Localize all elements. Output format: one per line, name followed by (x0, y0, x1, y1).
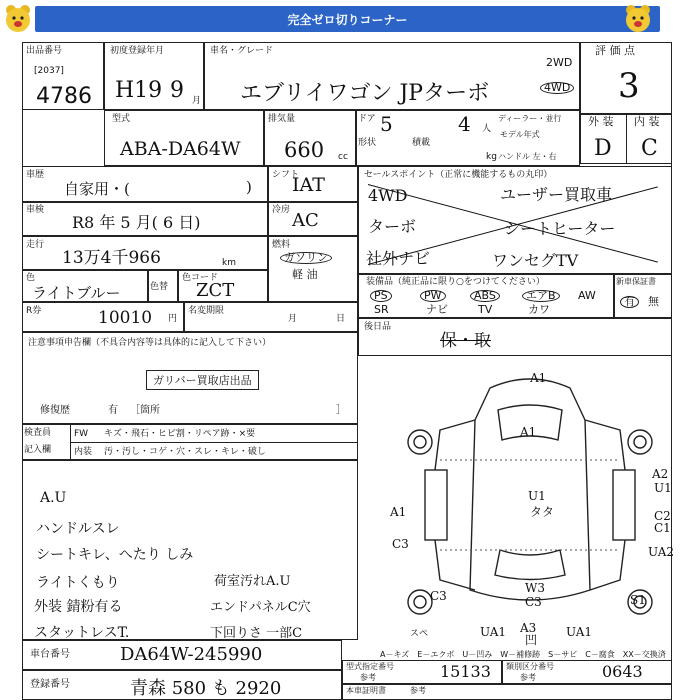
interior-label: 内 装 (634, 115, 660, 128)
category-sub: 参考 (520, 673, 536, 682)
tax-label: R券 (26, 306, 42, 316)
remark-line: ハンドルスレ (36, 521, 120, 537)
history-cell (22, 166, 268, 202)
damage-mark: A1 (520, 425, 537, 439)
interior-value: C (641, 136, 658, 161)
repair-close: ］ (336, 405, 346, 416)
seats-value: 4 (458, 112, 471, 136)
first-reg-era: H19 (115, 78, 163, 103)
inspector-label-2: 記入欄 (24, 445, 52, 455)
sales-point-item: 社外ナビ (366, 249, 431, 268)
model-cert-value: 15133 (440, 662, 491, 681)
inspection-value: R8 年 5 月( 6 日) (72, 213, 201, 232)
damage-mark: A1 (530, 371, 547, 385)
inspection-label: 車検 (26, 205, 45, 215)
color-code-value: ZCT (196, 280, 235, 301)
displacement-unit: cc (338, 152, 348, 162)
interior-check-label: 内装 (74, 447, 93, 457)
shift-value: IAT (292, 174, 325, 196)
shift-label: シフト (272, 170, 300, 180)
mileage-label: 走行 (26, 240, 45, 250)
drive-4wd: 4WD (540, 82, 574, 94)
category-label: 類別区分番号 (506, 662, 554, 671)
sales-point-item: ユーザー買取車 (500, 185, 613, 204)
damage-mark: UA2 (648, 545, 675, 559)
damage-mark: 凹 (525, 633, 538, 647)
recycle-sub: 参考 (410, 686, 426, 695)
repair-value: 有 (108, 405, 118, 416)
damage-mark: U1 (528, 489, 546, 503)
damage-mark: C1 (654, 521, 671, 535)
color-code-label: 色コード (182, 273, 219, 283)
damage-mark: UA1 (480, 625, 507, 639)
handle-label: ハンドル 左・右 (498, 152, 557, 161)
sales-point-item: シートヒーター (504, 219, 616, 238)
remark-line: エンドパネルC穴 (210, 600, 311, 615)
fw-items: キズ・飛石・ヒビ割・リペア跡・×要 (104, 429, 256, 439)
category-value: 0643 (602, 662, 643, 681)
damage-mark: C2 (654, 509, 671, 523)
warranty-label: 新車保証書 (616, 277, 656, 286)
equipment-item: AW (578, 289, 596, 302)
fuel-label: 燃料 (272, 240, 291, 250)
equipment-item: SR (374, 303, 389, 316)
doors-label: ドア (358, 114, 376, 124)
seats-unit: 人 (482, 124, 492, 134)
notes-title: 注意事項申告欄（不具合内容等は具体的に記入して下さい） (28, 338, 272, 348)
damage-mark: スペ (410, 629, 429, 639)
repair-place: ［箇所 (130, 405, 160, 416)
damage-mark: A3 (520, 621, 537, 635)
exterior-label: 外 装 (588, 115, 614, 128)
doors-value: 5 (380, 112, 393, 136)
ac-label: 冷房 (272, 205, 291, 215)
sales-point-item: 4WD (368, 186, 408, 205)
remark-line: シートキレ、へたり しみ (36, 547, 194, 563)
tax-unit: 円 (168, 314, 178, 324)
first-reg-month: 9 (170, 78, 184, 103)
history-close: ) (246, 178, 252, 196)
damage-mark: C3 (392, 537, 409, 551)
registration-value: 青森 580 も 2920 (130, 678, 282, 699)
model-name: エブリイワゴン JPターボ (240, 81, 490, 106)
interior-check-items: 汚・汚し・コゲ・穴・スレ・キレ・破し (104, 447, 266, 457)
chassis-label: 車台番号 (30, 649, 70, 660)
rear-seat-label: 後日品 (364, 322, 392, 332)
chassis-value: DA64W-245990 (120, 644, 263, 665)
warranty-yes: 有 (620, 296, 639, 308)
equipment-item: PW (420, 290, 446, 302)
tax-day-unit: 日 (336, 314, 346, 324)
score-value: 3 (618, 66, 640, 106)
inspector-label-1: 検査員 (24, 428, 52, 438)
repair-label: 修復歴 (40, 405, 70, 416)
shape-label: 形状 (358, 138, 377, 148)
equipment-label: 装備品（純正品に限り○をつけてください） (366, 277, 545, 287)
history-value: 自家用・( (64, 180, 130, 198)
model-type-value: ABA-DA64W (120, 138, 241, 160)
remark-line: 外装 錆粉有る (34, 599, 123, 615)
equipment-item: TV (478, 303, 493, 316)
remark-line: 下回りさ 一部C (210, 626, 303, 641)
page-banner: 完全ゼロ切りコーナー (35, 6, 660, 32)
recycle-cell (342, 684, 672, 700)
damage-mark: UA1 (566, 625, 593, 639)
remark-line: A.U (40, 490, 67, 506)
damage-mark: U1 (654, 481, 672, 495)
damage-mark: C3 (430, 589, 447, 603)
color-value: ライトブルー (32, 284, 121, 302)
equipment-item: エアB (522, 290, 560, 302)
warranty-no: 無 (648, 295, 659, 308)
first-reg-label: 初度登録年月 (110, 46, 165, 56)
displacement-value: 660 (284, 138, 325, 162)
capacity-unit: kg (486, 152, 497, 162)
diagram-legend: A－キズ E－エクボ U－凹み W－補修跡 S－サビ C－腐食 XX－交換済 (380, 650, 666, 659)
lot-sub: [2037] (34, 66, 64, 76)
lot-number: 4786 (36, 84, 92, 109)
remark-line: 荷室汚れA.U (214, 574, 291, 589)
damage-mark: S1 (630, 593, 646, 607)
model-year-label: モデル年式 (500, 130, 540, 139)
tax-expiry-label: 名変期限 (188, 306, 225, 316)
rear-seat-value: 保・取 (440, 331, 491, 351)
score-label: 評 価 点 (595, 44, 635, 57)
month-suffix: 月 (192, 96, 202, 106)
equipment-item: ナビ (426, 303, 448, 316)
color-label: 色 (26, 273, 36, 283)
drive-2wd: 2WD (546, 56, 573, 69)
mileage-unit: km (222, 258, 236, 268)
lot-label: 出品番号 (26, 46, 63, 56)
damage-mark: C3 (525, 595, 542, 609)
history-label: 車歴 (26, 170, 45, 180)
equipment-item: ABS (470, 290, 500, 302)
model-name-label: 車名・グレード (210, 46, 274, 56)
equipment-item: PS (370, 290, 392, 302)
sales-points-label: セールスポイント（正常に機能するもの丸印） (364, 170, 553, 180)
damage-mark: A2 (652, 467, 669, 481)
dealer-label: ディーラー・並行 (498, 114, 562, 123)
tax-month-unit: 月 (288, 314, 298, 324)
dealer-stamp: ガリバー買取店出品 (146, 370, 259, 390)
fw-label: FW (74, 429, 89, 439)
color-change-label: 色替 (150, 282, 169, 292)
mascot-bear-left-icon (2, 2, 34, 34)
capacity-label: 積載 (412, 138, 431, 148)
model-cert-label: 型式指定番号 (346, 662, 394, 671)
displacement-label: 排気量 (268, 114, 296, 124)
equipment-item: カワ (528, 303, 550, 316)
car-damage-diagram (380, 360, 680, 650)
mileage-value: 13万4千966 (62, 248, 161, 268)
sales-point-item: ワンセグTV (492, 251, 579, 270)
model-cert-sub: 参考 (360, 673, 376, 682)
tax-value: 10010 (98, 308, 153, 328)
rear-seat-cell (358, 318, 672, 356)
remark-line: スタットレスT. (34, 625, 130, 641)
fuel-diesel: 軽 油 (292, 268, 318, 281)
damage-mark: A1 (390, 505, 407, 519)
remark-line: ライトくもり (36, 575, 120, 591)
ac-value: AC (292, 210, 319, 231)
model-type-label: 型式 (112, 114, 131, 124)
damage-mark: W3 (525, 581, 545, 595)
damage-mark: タタ (530, 505, 555, 519)
registration-label: 登録番号 (30, 679, 70, 690)
exterior-value: D (594, 136, 612, 161)
mascot-bear-right-icon (622, 2, 654, 34)
fuel-petrol: ガソリン (280, 252, 332, 264)
sales-point-item: ターボ (368, 217, 417, 236)
recycle-label: 本車証明書 (346, 686, 386, 695)
